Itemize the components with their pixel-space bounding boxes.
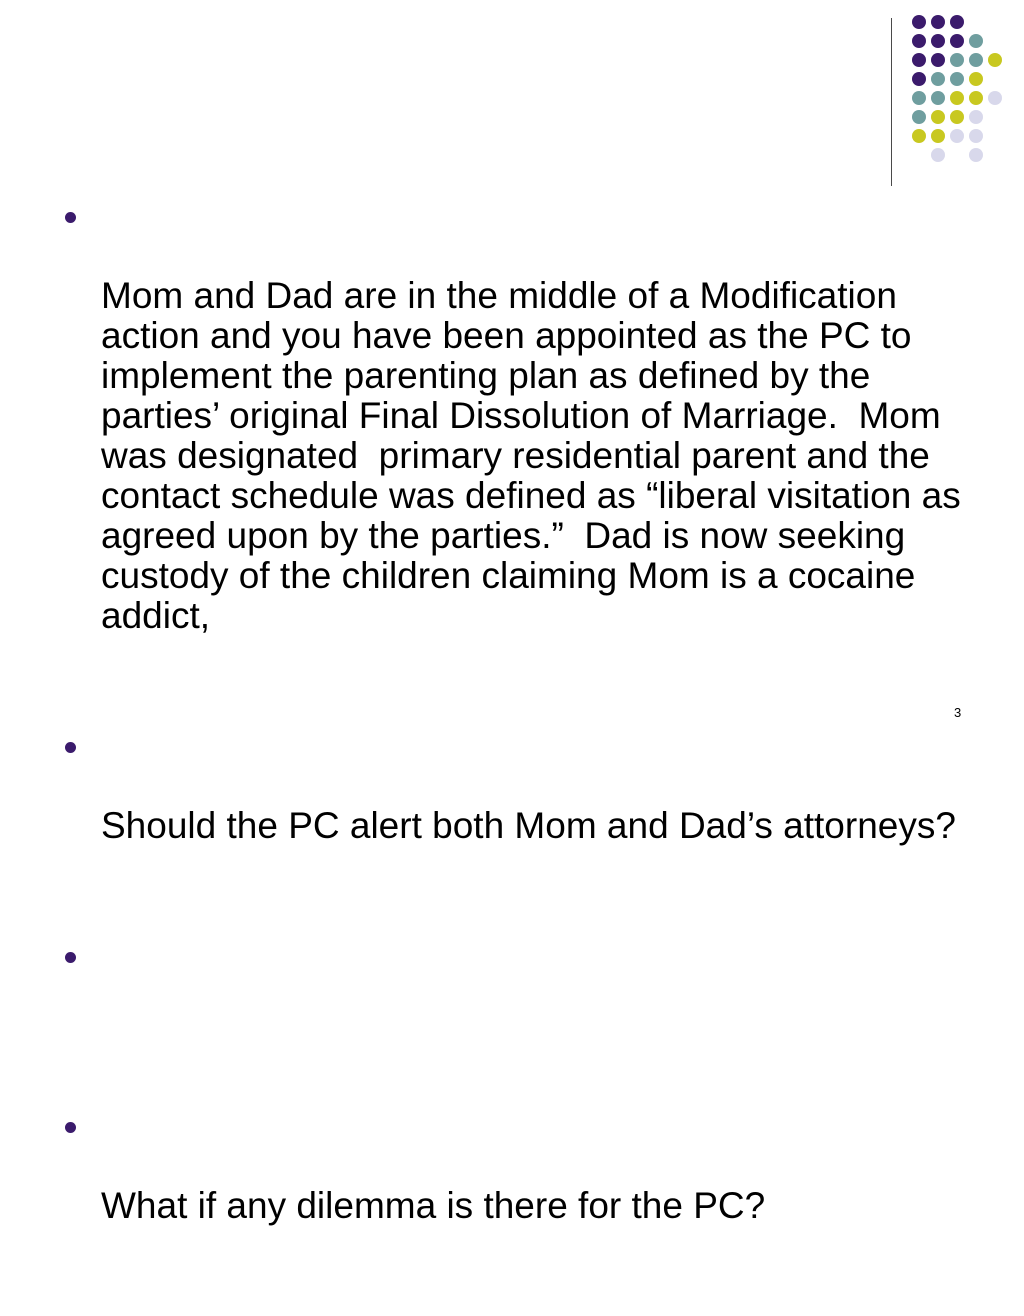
decorative-dot xyxy=(931,34,945,48)
decorative-dot xyxy=(969,53,983,67)
decorative-dot xyxy=(931,15,945,29)
bullet-text: Should the PC alert both Mom and Dad’s attorneys? xyxy=(101,805,956,846)
decorative-dot xyxy=(969,91,983,105)
bullet-marker-icon xyxy=(65,742,76,753)
decorative-dot xyxy=(988,91,1002,105)
decorative-dot xyxy=(950,53,964,67)
decorative-dot xyxy=(950,72,964,86)
decorative-dot xyxy=(988,53,1002,67)
decorative-dot xyxy=(931,53,945,67)
decorative-dot xyxy=(950,34,964,48)
decorative-dot-grid xyxy=(0,0,1024,200)
decorative-dot xyxy=(931,110,945,124)
decorative-dot xyxy=(969,110,983,124)
decorative-dot xyxy=(950,129,964,143)
decorative-dot xyxy=(912,34,926,48)
decorative-dot xyxy=(950,91,964,105)
decorative-dot xyxy=(912,15,926,29)
decorative-dot xyxy=(950,15,964,29)
bullet-item xyxy=(0,196,981,716)
decorative-dot xyxy=(931,129,945,143)
bullet-item xyxy=(0,1106,981,1306)
decorative-dot xyxy=(912,129,926,143)
decorative-dot xyxy=(969,34,983,48)
bullet-text: What if any dilemma is there for the PC? xyxy=(101,1185,766,1226)
bullet-item xyxy=(0,726,981,926)
decorative-dot xyxy=(950,110,964,124)
decorative-dot xyxy=(969,148,983,162)
decorative-dot xyxy=(931,148,945,162)
bullet-item xyxy=(0,936,981,1096)
decorative-dot xyxy=(912,72,926,86)
decorative-dot xyxy=(912,53,926,67)
decorative-dot xyxy=(931,91,945,105)
decorative-dot xyxy=(912,91,926,105)
bullet-marker-icon xyxy=(65,1122,76,1133)
bullet-marker-icon xyxy=(65,212,76,223)
page-number: 3 xyxy=(954,705,962,720)
bullet-marker-icon xyxy=(65,952,76,963)
decorative-dot xyxy=(931,72,945,86)
decorative-dot xyxy=(912,110,926,124)
decorative-dot xyxy=(969,129,983,143)
bullet-list xyxy=(0,196,981,1316)
bullet-text: Mom and Dad are in the middle of a Modification action and you have been appointed as the PC to implement the parenting plan as defined by the parties’ original Final Dissolution of Marriage. Mom was designated primary residential parent and the contact schedule was defined as “liberal visitation as agreed upon by the parties.” Dad is now seeking custody of the children claiming Mom is a cocaine addict, xyxy=(101,275,971,636)
decorative-dot xyxy=(969,72,983,86)
